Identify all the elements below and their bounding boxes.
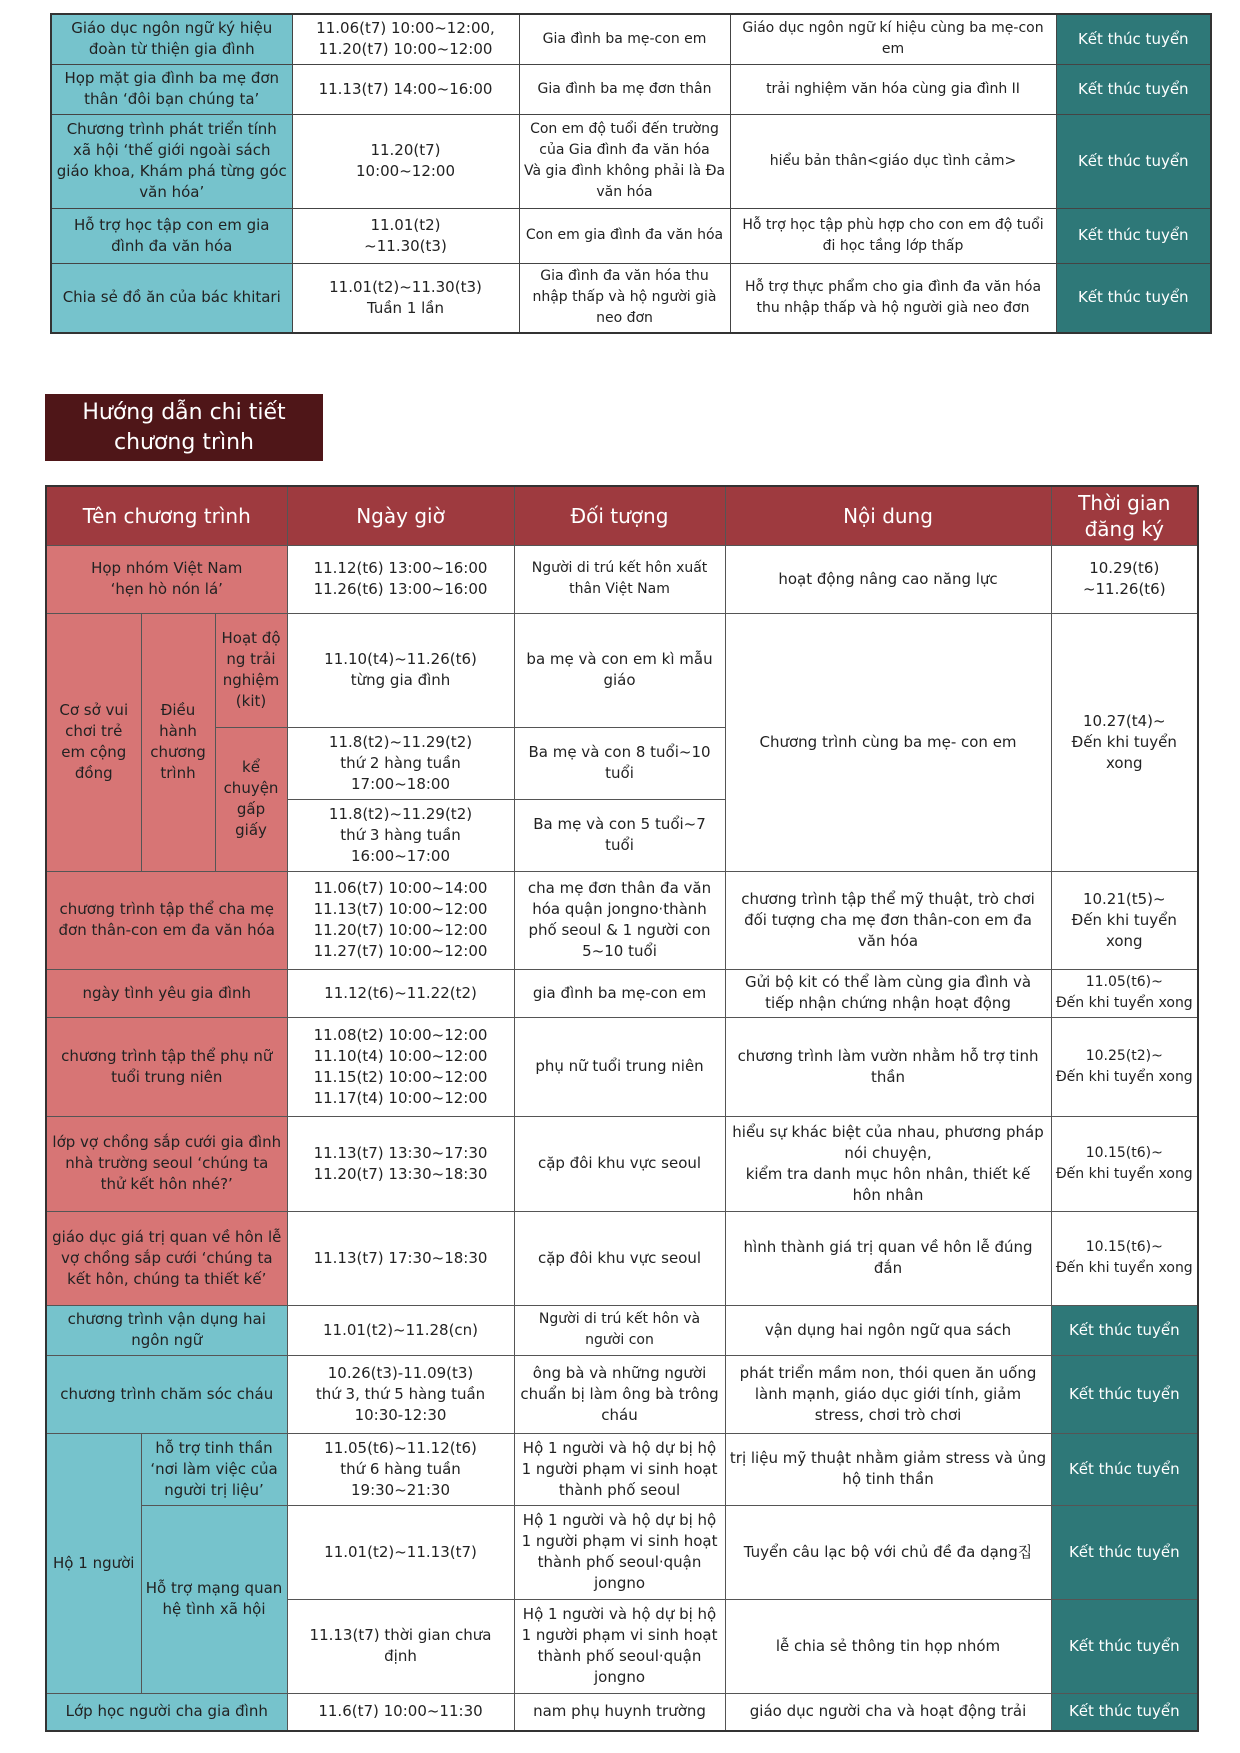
table-row [46, 1116, 1198, 1211]
program-target: ông bà và những người chuẩn bị làm ông bà trông cháu [514, 1355, 725, 1433]
program-target: Hộ 1 người và hộ dự bị hộ 1 người phạm vi sinh hoạt thành phố seoul·quận jongno [514, 1505, 725, 1599]
program-target: Ba mẹ và con 5 tuổi~7 tuổi [514, 799, 725, 871]
program-time: 11.12(t6) 13:00~16:00 11.26(t6) 13:00~16:00 [287, 545, 514, 613]
program-target: Người di trú kết hôn và người con [514, 1305, 725, 1355]
program-content: Tuyển câu lạc bộ với chủ đề đa dạng집 [725, 1505, 1051, 1599]
program-target: Hộ 1 người và hộ dự bị hộ 1 người phạm vi sinh hoạt thành phố seoul [514, 1433, 725, 1505]
table-row [46, 969, 1198, 1017]
program-registration: Kết thúc tuyển [1051, 1355, 1198, 1433]
program-name: kể chuyện gấp giấy [215, 727, 287, 871]
program-registration: Kết thúc tuyển [1051, 1433, 1198, 1505]
program-target: cặp đôi khu vực seoul [514, 1211, 725, 1305]
program-target: ba mẹ và con em kì mẫu giáo [514, 613, 725, 727]
program-content: Hỗ trợ thực phẩm cho gia đình đa văn hóa thu nhập thấp và hộ người già neo đơn [730, 263, 1056, 333]
table-row [51, 114, 1211, 208]
program-name: Hỗ trợ học tập con em gia đình đa văn hóa [51, 208, 292, 263]
program-content: Gửi bộ kit có thể làm cùng gia đình và tiếp nhận chứng nhận hoạt động [725, 969, 1051, 1017]
program-content: trị liệu mỹ thuật nhằm giảm stress và ủng hộ tinh thần [725, 1433, 1051, 1505]
top-program-table [50, 13, 1212, 334]
header-registration: Thời gian đăng ký [1051, 486, 1198, 545]
program-content: lễ chia sẻ thông tin họp nhóm [725, 1599, 1051, 1693]
program-status: Kết thúc tuyển [1056, 263, 1211, 333]
program-content: chương trình tập thể mỹ thuật, trò chơi đối tượng cha mẹ đơn thân-con em đa văn hóa [725, 871, 1051, 969]
program-subgroup-name: Điều hành chương trình [141, 613, 215, 871]
program-target: nam phụ huynh trường [514, 1693, 725, 1731]
program-status: Kết thúc tuyển [1056, 114, 1211, 208]
program-time: 11.20(t7) 10:00~12:00 [292, 114, 519, 208]
program-name: ngày tình yêu gia đình [46, 969, 287, 1017]
table-row [51, 14, 1211, 64]
program-status: Kết thúc tuyển [1056, 64, 1211, 114]
program-time: 11.8(t2)~11.29(t2) thứ 2 hàng tuần 17:00~18:00 [287, 727, 514, 799]
program-name: chương trình chăm sóc cháu [46, 1355, 287, 1433]
program-registration: Kết thúc tuyển [1051, 1505, 1198, 1599]
program-time: 11.01(t2)~11.30(t3) Tuần 1 lần [292, 263, 519, 333]
program-content: trải nghiệm văn hóa cùng gia đình II [730, 64, 1056, 114]
program-group-name: Cơ sở vui chơi trẻ em cộng đồng [46, 613, 141, 871]
program-target: Gia đình ba mẹ-con em [519, 14, 730, 64]
section-title [45, 394, 323, 461]
program-target: Con em gia đình đa văn hóa [519, 208, 730, 263]
program-target: cha mẹ đơn thân đa văn hóa quận jongno·thành phố seoul & 1 người con 5~10 tuổi [514, 871, 725, 969]
program-status: Kết thúc tuyển [1056, 14, 1211, 64]
program-target: phụ nữ tuổi trung niên [514, 1017, 725, 1116]
table-row [46, 1693, 1198, 1731]
header-content: Nội dung [725, 486, 1051, 545]
header-target: Đối tượng [514, 486, 725, 545]
program-content: hoạt động nâng cao năng lực [725, 545, 1051, 613]
program-name: lớp vợ chồng sắp cưới gia đình nhà trường seoul ‘chúng ta thử kết hôn nhé?’ [46, 1116, 287, 1211]
program-target: Hộ 1 người và hộ dự bị hộ 1 người phạm vi sinh hoạt thành phố seoul·quận jongno [514, 1599, 725, 1693]
program-time: 11.06(t7) 10:00~12:00, 11.20(t7) 10:00~12:00 [292, 14, 519, 64]
program-time: 11.6(t7) 10:00~11:30 [287, 1693, 514, 1731]
program-registration: 10.25(t2)~ Đến khi tuyển xong [1051, 1017, 1198, 1116]
table-row [51, 64, 1211, 114]
program-name: Hoạt động trải nghiệm(kit) [215, 613, 287, 727]
program-name: Hỗ trợ mạng quan hệ tình xã hội [141, 1505, 287, 1693]
program-name: chương trình tập thể cha mẹ đơn thân-con em đa văn hóa [46, 871, 287, 969]
program-name: chương trình tập thể phụ nữ tuổi trung niên [46, 1017, 287, 1116]
section-title-text: Hướng dẫn chi tiết chương trình [82, 399, 286, 455]
table-row [46, 1305, 1198, 1355]
program-time: 11.13(t7) 13:30~17:30 11.20(t7) 13:30~18:30 [287, 1116, 514, 1211]
program-content: chương trình làm vườn nhằm hỗ trợ tinh thần [725, 1017, 1051, 1116]
program-target: Gia đình đa văn hóa thu nhập thấp và hộ người già neo đơn [519, 263, 730, 333]
program-time: 10.26(t3)-11.09(t3) thứ 3, thứ 5 hàng tuần 10:30-12:30 [287, 1355, 514, 1433]
program-content: vận dụng hai ngôn ngữ qua sách [725, 1305, 1051, 1355]
program-target: Gia đình ba mẹ đơn thân [519, 64, 730, 114]
program-name: Họp mặt gia đình ba mẹ đơn thân ‘đôi bạn chúng ta’ [51, 64, 292, 114]
program-name: Họp nhóm Việt Nam ‘hẹn hò nón lá’ [46, 545, 287, 613]
program-name: Chia sẻ đồ ăn của bác khitari [51, 263, 292, 333]
table-row [46, 1355, 1198, 1433]
table-row [46, 545, 1198, 613]
program-time: 11.13(t7) thời gian chưa định [287, 1599, 514, 1693]
table-row [46, 1017, 1198, 1116]
program-time: 11.05(t6)~11.12(t6) thứ 6 hàng tuần 19:30~21:30 [287, 1433, 514, 1505]
program-registration: 11.05(t6)~ Đến khi tuyển xong [1051, 969, 1198, 1017]
table-row [46, 613, 1198, 727]
program-content: hiểu sự khác biệt của nhau, phương pháp nói chuyện, kiểm tra danh mục hôn nhân, thiết kế hôn nhân [725, 1116, 1051, 1211]
table-row [46, 1433, 1198, 1505]
program-registration: Kết thúc tuyển [1051, 1693, 1198, 1731]
program-time: 11.08(t2) 10:00~12:00 11.10(t4) 10:00~12:00 11.15(t2) 10:00~12:00 11.17(t4) 10:00~12:00 [287, 1017, 514, 1116]
program-detail-table [45, 485, 1199, 1732]
program-registration: Kết thúc tuyển [1051, 1305, 1198, 1355]
header-time: Ngày giờ [287, 486, 514, 545]
program-registration: Kết thúc tuyển [1051, 1599, 1198, 1693]
program-name: chương trình vận dụng hai ngôn ngữ [46, 1305, 287, 1355]
program-target: Người di trú kết hôn xuất thân Việt Nam [514, 545, 725, 613]
program-content: Hỗ trợ học tập phù hợp cho con em độ tuổi đi học tầng lớp thấp [730, 208, 1056, 263]
program-name: Lớp học người cha gia đình [46, 1693, 287, 1731]
program-registration: 10.29(t6) ~11.26(t6) [1051, 545, 1198, 613]
program-registration: 10.15(t6)~ Đến khi tuyển xong [1051, 1211, 1198, 1305]
program-target: gia đình ba mẹ-con em [514, 969, 725, 1017]
program-target: cặp đôi khu vực seoul [514, 1116, 725, 1211]
program-group-name: Hộ 1 người [46, 1433, 141, 1693]
program-content: Chương trình cùng ba mẹ- con em [725, 613, 1051, 871]
program-name: Chương trình phát triển tính xã hội ‘thế giới ngoài sách giáo khoa, Khám phá từng góc văn hóa’ [51, 114, 292, 208]
program-content: hình thành giá trị quan về hôn lễ đúng đắn [725, 1211, 1051, 1305]
program-target: Con em độ tuổi đến trường của Gia đình đa văn hóa Và gia đình không phải là Đa văn hóa [519, 114, 730, 208]
program-time: 11.10(t4)~11.26(t6) từng gia đình [287, 613, 514, 727]
program-time: 11.12(t6)~11.22(t2) [287, 969, 514, 1017]
program-time: 11.01(t2)~11.13(t7) [287, 1505, 514, 1599]
program-target: Ba mẹ và con 8 tuổi~10 tuổi [514, 727, 725, 799]
program-registration: 10.27(t4)~ Đến khi tuyển xong [1051, 613, 1198, 871]
program-content: hiểu bản thân<giáo dục tình cảm> [730, 114, 1056, 208]
table-row [51, 208, 1211, 263]
program-time: 11.06(t7) 10:00~14:00 11.13(t7) 10:00~12:00 11.20(t7) 10:00~12:00 11.27(t7) 10:00~12:00 [287, 871, 514, 969]
program-content: phát triển mầm non, thói quen ăn uống lành mạnh, giáo dục giới tính, giảm stress, chơi trò chơi [725, 1355, 1051, 1433]
table-row [51, 263, 1211, 333]
program-time: 11.01(t2) ~11.30(t3) [292, 208, 519, 263]
table-row [46, 1505, 1198, 1599]
table-header-row [46, 486, 1198, 545]
table-row [46, 871, 1198, 969]
program-time: 11.01(t2)~11.28(cn) [287, 1305, 514, 1355]
program-name: Giáo dục ngôn ngữ ký hiệu đoàn từ thiện gia đình [51, 14, 292, 64]
program-content: Giáo dục ngôn ngữ kí hiệu cùng ba mẹ-con em [730, 14, 1056, 64]
program-registration: 10.15(t6)~ Đến khi tuyển xong [1051, 1116, 1198, 1211]
table-row [46, 1211, 1198, 1305]
program-content: giáo dục người cha và hoạt động trải [725, 1693, 1051, 1731]
header-name: Tên chương trình [46, 486, 287, 545]
program-status: Kết thúc tuyển [1056, 208, 1211, 263]
program-registration: 10.21(t5)~ Đến khi tuyển xong [1051, 871, 1198, 969]
program-time: 11.13(t7) 14:00~16:00 [292, 64, 519, 114]
program-name: hỗ trợ tinh thần ‘nơi làm việc của người trị liệu’ [141, 1433, 287, 1505]
program-time: 11.8(t2)~11.29(t2) thứ 3 hàng tuần 16:00~17:00 [287, 799, 514, 871]
program-name: giáo dục giá trị quan về hôn lễ vợ chồng sắp cưới ‘chúng ta kết hôn, chúng ta thiết kế’ [46, 1211, 287, 1305]
program-time: 11.13(t7) 17:30~18:30 [287, 1211, 514, 1305]
